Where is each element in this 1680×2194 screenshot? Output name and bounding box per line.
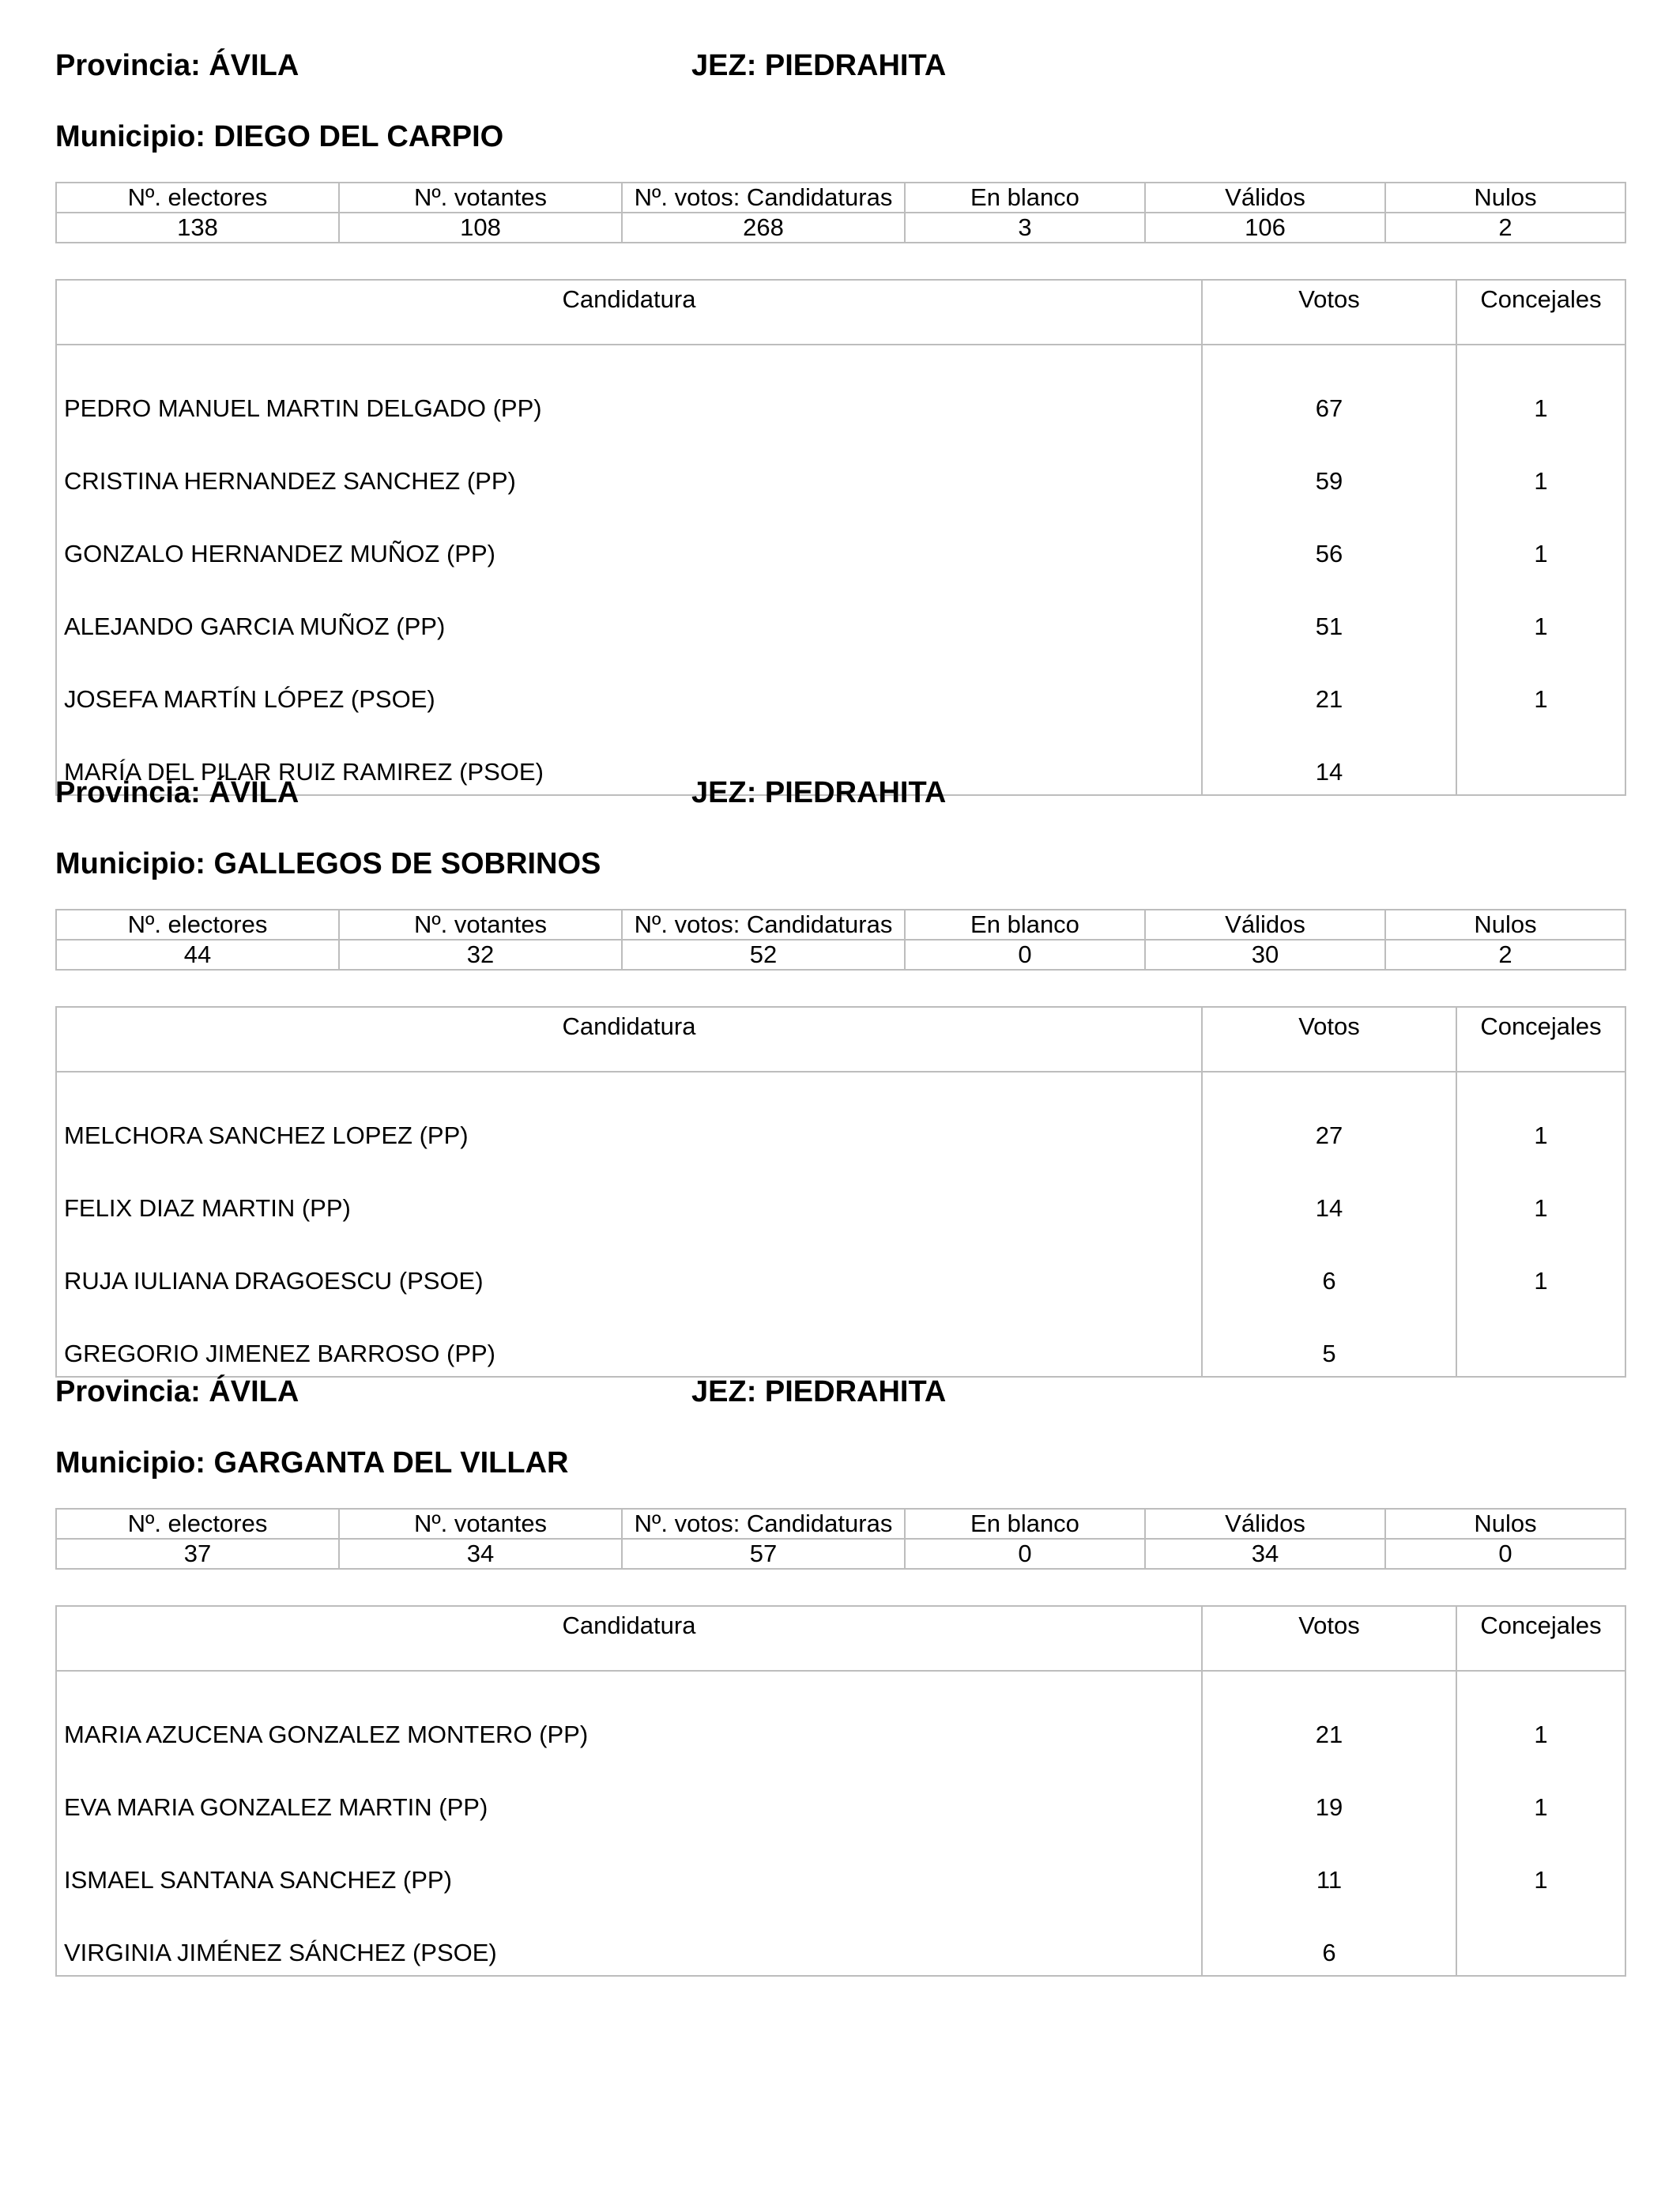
candidate-name: JOSEFA MARTÍN LÓPEZ (PSOE) (56, 649, 1202, 722)
candidate-concejales: 1 (1456, 1231, 1625, 1303)
candidate-row (56, 1072, 1625, 1158)
jez-label: JEZ: PIEDRAHITA (691, 776, 947, 809)
candidate-name: ISMAEL SANTANA SANCHEZ (PP) (56, 1830, 1202, 1902)
jez-label: JEZ: PIEDRAHITA (691, 49, 947, 82)
stats-header-electores: Nº. electores (56, 1509, 339, 1539)
candidate-concejales: 1 (1456, 345, 1625, 431)
stats-header-row (56, 1509, 1625, 1539)
stats-header-blanco: En blanco (905, 183, 1145, 213)
candidate-row (56, 503, 1625, 576)
stats-header-electores: Nº. electores (56, 910, 339, 940)
candidate-name: ALEJANDO GARCIA MUÑOZ (PP) (56, 576, 1202, 649)
stats-value-row (56, 213, 1625, 243)
header-candidatura: Candidatura (56, 1007, 1202, 1072)
candidate-concejales (1456, 1303, 1625, 1377)
candidate-votos: 19 (1202, 1757, 1456, 1830)
candidate-row (56, 576, 1625, 649)
candidate-row (56, 345, 1625, 431)
candidate-name: RUJA IULIANA DRAGOESCU (PSOE) (56, 1231, 1202, 1303)
stats-header-votantes: Nº. votantes (339, 183, 622, 213)
candidate-votos: 6 (1202, 1231, 1456, 1303)
candidate-row (56, 1158, 1625, 1231)
stats-nulos: 2 (1385, 940, 1625, 970)
stats-header-votos: Nº. votos: Candidaturas (622, 1509, 905, 1539)
stats-votantes: 108 (339, 213, 622, 243)
stats-votos: 268 (622, 213, 905, 243)
stats-blanco: 0 (905, 940, 1145, 970)
header-votos: Votos (1202, 1007, 1456, 1072)
stats-table (55, 1508, 1626, 1570)
candidate-votos: 11 (1202, 1830, 1456, 1902)
municipio-title: Municipio: GARGANTA DEL VILLAR (55, 1446, 569, 1480)
candidate-row (56, 1830, 1625, 1902)
candidate-votos: 51 (1202, 576, 1456, 649)
candidate-name: FELIX DIAZ MARTIN (PP) (56, 1158, 1202, 1231)
candidate-votos: 14 (1202, 722, 1456, 795)
stats-header-electores: Nº. electores (56, 183, 339, 213)
stats-validos: 30 (1145, 940, 1385, 970)
provincia-label: Provincia: ÁVILA (55, 1375, 299, 1408)
stats-header-blanco: En blanco (905, 910, 1145, 940)
candidate-row (56, 1757, 1625, 1830)
stats-header-votos: Nº. votos: Candidaturas (622, 183, 905, 213)
header-candidatura: Candidatura (56, 280, 1202, 345)
candidate-votos: 5 (1202, 1303, 1456, 1377)
header-concejales: Concejales (1456, 1007, 1625, 1072)
stats-header-nulos: Nulos (1385, 910, 1625, 940)
candidates-header-row (56, 1007, 1625, 1072)
candidate-concejales: 1 (1456, 1757, 1625, 1830)
candidates-table (55, 1605, 1626, 1977)
stats-header-blanco: En blanco (905, 1509, 1145, 1539)
stats-header-votos: Nº. votos: Candidaturas (622, 910, 905, 940)
candidate-votos: 67 (1202, 345, 1456, 431)
stats-blanco: 0 (905, 1539, 1145, 1569)
stats-header-validos: Válidos (1145, 1509, 1385, 1539)
stats-header-row (56, 183, 1625, 213)
candidates-table (55, 279, 1626, 796)
stats-header-votantes: Nº. votantes (339, 910, 622, 940)
stats-blanco: 3 (905, 213, 1145, 243)
municipio-title: Municipio: DIEGO DEL CARPIO (55, 120, 504, 153)
candidate-name: MELCHORA SANCHEZ LOPEZ (PP) (56, 1072, 1202, 1158)
candidate-name: VIRGINIA JIMÉNEZ SÁNCHEZ (PSOE) (56, 1902, 1202, 1976)
candidate-votos: 59 (1202, 431, 1456, 503)
stats-value-row (56, 940, 1625, 970)
candidate-concejales: 1 (1456, 1671, 1625, 1757)
section-header (55, 49, 1625, 89)
header-votos: Votos (1202, 1606, 1456, 1671)
stats-nulos: 2 (1385, 213, 1625, 243)
stats-nulos: 0 (1385, 1539, 1625, 1569)
header-votos: Votos (1202, 280, 1456, 345)
candidate-name: GREGORIO JIMENEZ BARROSO (PP) (56, 1303, 1202, 1377)
candidate-name: CRISTINA HERNANDEZ SANCHEZ (PP) (56, 431, 1202, 503)
stats-value-row (56, 1539, 1625, 1569)
candidate-concejales: 1 (1456, 1830, 1625, 1902)
candidate-name: MARÍA DEL PILAR RUIZ RAMIREZ (PSOE) (56, 722, 1202, 795)
section-header (55, 776, 1625, 816)
stats-electores: 37 (56, 1539, 339, 1569)
stats-votantes: 32 (339, 940, 622, 970)
candidate-votos: 14 (1202, 1158, 1456, 1231)
candidate-name: EVA MARIA GONZALEZ MARTIN (PP) (56, 1757, 1202, 1830)
candidates-table (55, 1006, 1626, 1378)
candidate-votos: 21 (1202, 649, 1456, 722)
stats-votantes: 34 (339, 1539, 622, 1569)
stats-header-votantes: Nº. votantes (339, 1509, 622, 1539)
candidate-row (56, 1671, 1625, 1757)
stats-table (55, 182, 1626, 243)
section-header (55, 1375, 1625, 1415)
candidate-row (56, 1231, 1625, 1303)
candidate-name: MARIA AZUCENA GONZALEZ MONTERO (PP) (56, 1671, 1202, 1757)
stats-votos: 57 (622, 1539, 905, 1569)
candidate-votos: 56 (1202, 503, 1456, 576)
stats-header-nulos: Nulos (1385, 183, 1625, 213)
header-candidatura: Candidatura (56, 1606, 1202, 1671)
candidate-row (56, 1902, 1625, 1976)
stats-validos: 34 (1145, 1539, 1385, 1569)
candidates-header-row (56, 280, 1625, 345)
municipio-title: Municipio: GALLEGOS DE SOBRINOS (55, 847, 601, 880)
stats-votos: 52 (622, 940, 905, 970)
candidate-concejales: 1 (1456, 1072, 1625, 1158)
candidate-votos: 27 (1202, 1072, 1456, 1158)
stats-electores: 44 (56, 940, 339, 970)
stats-header-validos: Válidos (1145, 910, 1385, 940)
stats-table (55, 909, 1626, 971)
candidates-header-row (56, 1606, 1625, 1671)
candidate-row (56, 649, 1625, 722)
stats-header-row (56, 910, 1625, 940)
header-concejales: Concejales (1456, 280, 1625, 345)
candidate-votos: 21 (1202, 1671, 1456, 1757)
provincia-label: Provincia: ÁVILA (55, 776, 299, 809)
header-concejales: Concejales (1456, 1606, 1625, 1671)
candidate-name: GONZALO HERNANDEZ MUÑOZ (PP) (56, 503, 1202, 576)
stats-electores: 138 (56, 213, 339, 243)
candidate-concejales: 1 (1456, 576, 1625, 649)
stats-validos: 106 (1145, 213, 1385, 243)
candidate-votos: 6 (1202, 1902, 1456, 1976)
candidate-concejales: 1 (1456, 431, 1625, 503)
candidate-concejales (1456, 1902, 1625, 1976)
provincia-label: Provincia: ÁVILA (55, 49, 299, 82)
candidate-concejales: 1 (1456, 1158, 1625, 1231)
jez-label: JEZ: PIEDRAHITA (691, 1375, 947, 1408)
candidate-concejales: 1 (1456, 503, 1625, 576)
stats-header-nulos: Nulos (1385, 1509, 1625, 1539)
candidate-row (56, 431, 1625, 503)
candidate-concejales: 1 (1456, 649, 1625, 722)
candidate-name: PEDRO MANUEL MARTIN DELGADO (PP) (56, 345, 1202, 431)
stats-header-validos: Válidos (1145, 183, 1385, 213)
candidate-row (56, 1303, 1625, 1377)
